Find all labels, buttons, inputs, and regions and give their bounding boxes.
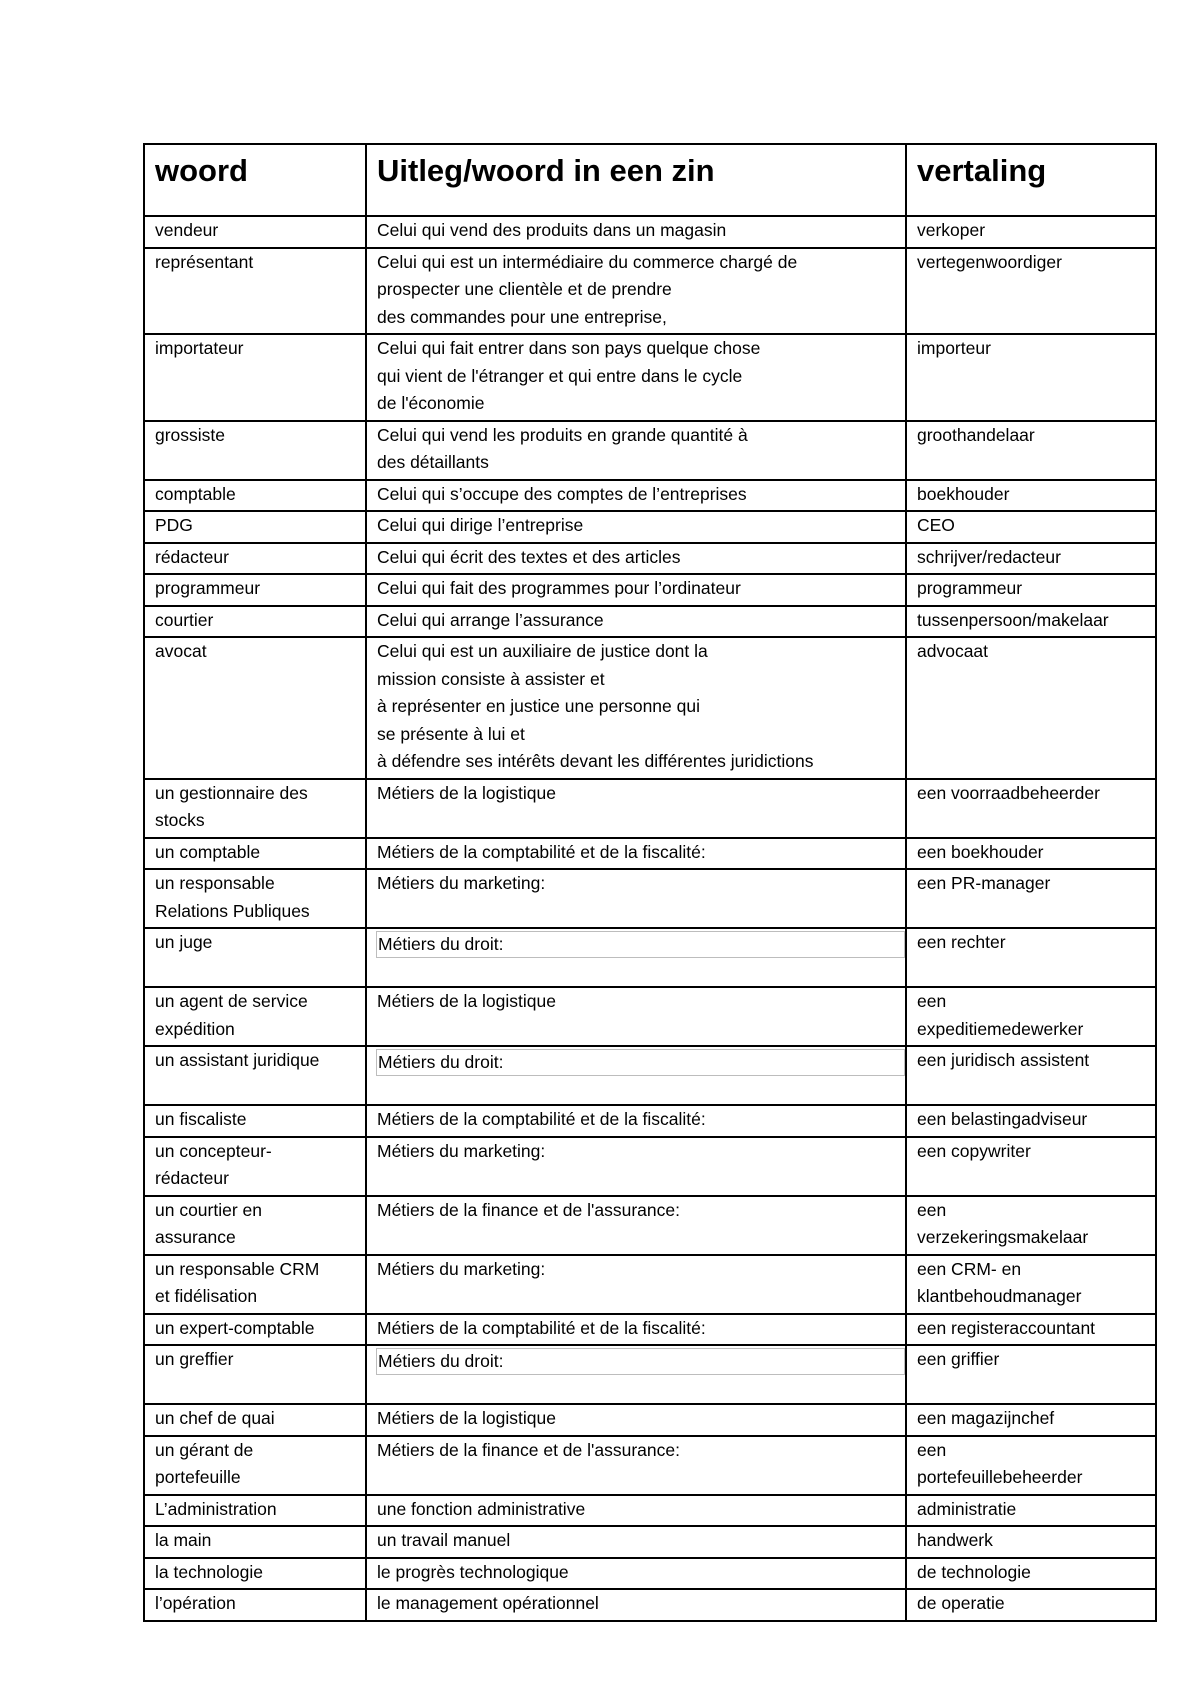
uitleg-text: Métiers du marketing:	[377, 1258, 546, 1279]
cell-woord	[144, 1495, 366, 1527]
table-row	[144, 480, 1156, 512]
table-row	[144, 1345, 1156, 1404]
table-row	[144, 1436, 1156, 1495]
uitleg-text: Métiers de la logistique	[377, 782, 556, 803]
cell-woord	[144, 1046, 366, 1105]
woord-text: L’administration	[155, 1498, 277, 1519]
cell-woord	[144, 1558, 366, 1590]
vertaling-text: een griffier	[917, 1349, 1000, 1369]
woord-text: la technologie	[155, 1561, 263, 1582]
woord-text: un responsable CRM et fidélisation	[155, 1258, 320, 1306]
vertaling-text: de technologie	[917, 1561, 1031, 1582]
woord-text: un agent de service expédition	[155, 991, 308, 1039]
cell-vertaling	[906, 574, 1156, 606]
vertaling-text: advocaat	[917, 641, 989, 661]
vertaling-text: een rechter	[917, 932, 1006, 952]
cell-uitleg	[366, 216, 906, 248]
cell-uitleg	[366, 1404, 906, 1436]
cell-uitleg	[366, 987, 906, 1046]
cell-vertaling	[906, 1589, 1156, 1621]
cell-vertaling	[906, 987, 1156, 1046]
table-row	[144, 1589, 1156, 1621]
vertaling-text: verkoper	[917, 220, 986, 240]
cell-woord	[144, 606, 366, 638]
vertaling-text: programmeur	[917, 578, 1023, 598]
cell-uitleg	[366, 543, 906, 575]
cell-vertaling	[906, 928, 1156, 987]
vertaling-text: handwerk	[917, 1530, 993, 1550]
cell-vertaling	[906, 606, 1156, 638]
table-row	[144, 838, 1156, 870]
cell-vertaling	[906, 216, 1156, 248]
table-row	[144, 1404, 1156, 1436]
woord-text: un expert-comptable	[155, 1317, 315, 1338]
vertaling-text: een belastingadviseur	[917, 1109, 1088, 1129]
cell-uitleg	[366, 637, 906, 779]
cell-vertaling	[906, 1196, 1156, 1255]
uitleg-text: Métiers de la comptabilité et de la fiscalité:	[377, 1109, 706, 1129]
woord-text: un gestionnaire des stocks	[155, 782, 308, 830]
vertaling-text: schrijver/redacteur	[917, 546, 1061, 567]
vertaling-text: een magazijnchef	[917, 1408, 1055, 1428]
cell-woord	[144, 869, 366, 928]
woord-text: un responsable Relations Publiques	[155, 873, 310, 921]
uitleg-text: Celui qui vend des produits dans un magasin	[377, 220, 727, 240]
cell-woord	[144, 1404, 366, 1436]
cell-woord	[144, 1314, 366, 1346]
uitleg-text: Métiers du droit:	[376, 1049, 905, 1076]
cell-vertaling	[906, 248, 1156, 335]
cell-uitleg	[366, 1255, 906, 1314]
cell-woord	[144, 1436, 366, 1495]
woord-text: rédacteur	[155, 546, 229, 567]
cell-uitleg	[366, 1558, 906, 1590]
vertaling-text: een voorraadbeheerder	[917, 782, 1100, 803]
woord-text: comptable	[155, 483, 236, 504]
cell-uitleg	[366, 1314, 906, 1346]
cell-woord	[144, 987, 366, 1046]
vertaling-text: een expeditiemedewerker	[917, 991, 1084, 1039]
vertaling-text: een boekhouder	[917, 841, 1044, 862]
cell-vertaling	[906, 779, 1156, 838]
cell-vertaling	[906, 1137, 1156, 1196]
uitleg-text: le progrès technologique	[377, 1561, 569, 1582]
cell-vertaling	[906, 1345, 1156, 1404]
cell-uitleg	[366, 1495, 906, 1527]
vertaling-text: een verzekeringsmakelaar	[917, 1199, 1089, 1247]
table-row	[144, 421, 1156, 480]
cell-vertaling	[906, 543, 1156, 575]
cell-vertaling	[906, 334, 1156, 421]
table-row	[144, 543, 1156, 575]
table-row	[144, 1105, 1156, 1137]
cell-vertaling	[906, 1255, 1156, 1314]
cell-uitleg	[366, 1436, 906, 1495]
woord-text: un concepteur- rédacteur	[155, 1140, 272, 1188]
uitleg-text: Métiers de la comptabilité et de la fiscalité:	[377, 1317, 706, 1338]
uitleg-text: Celui qui fait entrer dans son pays quelque chose qui vient de l'étranger et qui entre dans le cycle de l'économie	[377, 338, 761, 413]
cell-uitleg	[366, 779, 906, 838]
uitleg-text: Métiers de la logistique	[377, 1408, 556, 1428]
table-row	[144, 606, 1156, 638]
cell-vertaling	[906, 1314, 1156, 1346]
woord-text: un assistant juridique	[155, 1050, 320, 1070]
vertaling-text: een copywriter	[917, 1140, 1031, 1161]
woord-text: importateur	[155, 338, 244, 358]
woord-text: vendeur	[155, 220, 219, 240]
cell-woord	[144, 779, 366, 838]
woord-text: PDG	[155, 515, 193, 535]
woord-text: un comptable	[155, 841, 261, 862]
cell-uitleg	[366, 511, 906, 543]
table-row	[144, 779, 1156, 838]
cell-vertaling	[906, 869, 1156, 928]
cell-uitleg	[366, 334, 906, 421]
table-row	[144, 637, 1156, 779]
table-row	[144, 928, 1156, 987]
header-woord: woord	[144, 144, 366, 216]
uitleg-text: une fonction administrative	[377, 1498, 586, 1519]
cell-uitleg	[366, 1589, 906, 1621]
cell-woord	[144, 1137, 366, 1196]
uitleg-text: Métiers du droit:	[376, 931, 905, 958]
woord-text: un courtier en assurance	[155, 1199, 263, 1247]
cell-vertaling	[906, 1495, 1156, 1527]
cell-vertaling	[906, 1558, 1156, 1590]
vertaling-text: een PR-manager	[917, 873, 1051, 893]
table-header-row	[144, 144, 1156, 216]
table-row	[144, 1558, 1156, 1590]
cell-vertaling	[906, 1046, 1156, 1105]
cell-uitleg	[366, 1345, 906, 1404]
table-row	[144, 1314, 1156, 1346]
table-row	[144, 511, 1156, 543]
uitleg-text: Métiers de la finance et de l'assurance:	[377, 1199, 680, 1220]
uitleg-text: Métiers du marketing:	[377, 873, 546, 893]
cell-uitleg	[366, 1137, 906, 1196]
uitleg-text: Métiers du droit:	[376, 1348, 905, 1375]
cell-vertaling	[906, 421, 1156, 480]
vertaling-text: de operatie	[917, 1593, 1005, 1613]
table-row	[144, 869, 1156, 928]
cell-woord	[144, 334, 366, 421]
cell-woord	[144, 928, 366, 987]
cell-uitleg	[366, 838, 906, 870]
cell-vertaling	[906, 511, 1156, 543]
cell-vertaling	[906, 1105, 1156, 1137]
uitleg-text: Celui qui fait des programmes pour l’ordinateur	[377, 578, 741, 598]
woord-text: un juge	[155, 932, 213, 952]
cell-woord	[144, 480, 366, 512]
table-row	[144, 334, 1156, 421]
uitleg-text: Celui qui écrit des textes et des articles	[377, 546, 681, 567]
vertaling-text: een registeraccountant	[917, 1317, 1096, 1338]
uitleg-text: Celui qui dirige l’entreprise	[377, 515, 584, 535]
woord-text: un chef de quai	[155, 1408, 275, 1428]
woord-text: avocat	[155, 641, 207, 661]
woord-text: l’opération	[155, 1593, 236, 1613]
cell-uitleg	[366, 248, 906, 335]
cell-woord	[144, 216, 366, 248]
cell-woord	[144, 421, 366, 480]
vertaling-text: een portefeuillebeheerder	[917, 1439, 1083, 1487]
uitleg-text: Celui qui arrange l’assurance	[377, 609, 604, 630]
cell-uitleg	[366, 1046, 906, 1105]
cell-uitleg	[366, 1105, 906, 1137]
uitleg-text: Celui qui vend les produits en grande quantité à des détaillants	[377, 424, 748, 472]
cell-uitleg	[366, 606, 906, 638]
cell-vertaling	[906, 838, 1156, 870]
woord-text: la main	[155, 1530, 212, 1550]
table-row	[144, 1196, 1156, 1255]
cell-woord	[144, 543, 366, 575]
uitleg-text: un travail manuel	[377, 1530, 511, 1550]
table-row	[144, 248, 1156, 335]
woord-text: courtier	[155, 609, 214, 630]
vertaling-text: tussenpersoon/makelaar	[917, 609, 1109, 630]
vertaling-text: importeur	[917, 338, 991, 358]
cell-woord	[144, 1589, 366, 1621]
cell-uitleg	[366, 928, 906, 987]
table-row	[144, 1495, 1156, 1527]
cell-uitleg	[366, 480, 906, 512]
vertaling-text: een CRM- en klantbehoudmanager	[917, 1258, 1082, 1306]
cell-uitleg	[366, 1526, 906, 1558]
vertaling-text: administratie	[917, 1498, 1017, 1519]
cell-woord	[144, 637, 366, 779]
cell-woord	[144, 1526, 366, 1558]
vertaling-text: CEO	[917, 515, 955, 535]
vertaling-text: boekhouder	[917, 483, 1010, 504]
vertaling-text: vertegenwoordiger	[917, 251, 1062, 272]
cell-vertaling	[906, 1436, 1156, 1495]
cell-vertaling	[906, 1404, 1156, 1436]
table-row	[144, 1046, 1156, 1105]
cell-woord	[144, 1105, 366, 1137]
uitleg-text: Métiers de la logistique	[377, 991, 556, 1011]
table-row	[144, 574, 1156, 606]
cell-woord	[144, 1345, 366, 1404]
cell-vertaling	[906, 637, 1156, 779]
vertaling-text: een juridisch assistent	[917, 1050, 1090, 1070]
table-row	[144, 1137, 1156, 1196]
cell-woord	[144, 1255, 366, 1314]
uitleg-text: Celui qui est un intermédiaire du commerce chargé de prospecter une clientèle et de prendre des commandes pour une entreprise,	[377, 251, 798, 327]
cell-uitleg	[366, 1196, 906, 1255]
cell-vertaling	[906, 1526, 1156, 1558]
woord-text: un gérant de portefeuille	[155, 1439, 254, 1487]
uitleg-text: Celui qui est un auxiliaire de justice dont la mission consiste à assister et à représenter en justice une personne qui se présente à lui et à défendre ses intérêts devant les différentes juridictions	[377, 641, 814, 771]
uitleg-text: Celui qui s’occupe des comptes de l’entreprises	[377, 483, 747, 504]
table-row	[144, 216, 1156, 248]
header-vertaling: vertaling	[906, 144, 1156, 216]
uitleg-text: Métiers de la finance et de l'assurance:	[377, 1439, 680, 1460]
vertaling-text: groothandelaar	[917, 424, 1035, 445]
cell-woord	[144, 248, 366, 335]
woord-text: programmeur	[155, 578, 261, 598]
cell-woord	[144, 1196, 366, 1255]
table-row	[144, 1526, 1156, 1558]
uitleg-text: Métiers de la comptabilité et de la fiscalité:	[377, 841, 706, 862]
cell-uitleg	[366, 421, 906, 480]
cell-woord	[144, 838, 366, 870]
header-uitleg: Uitleg/woord in een zin	[366, 144, 906, 216]
table-body	[144, 216, 1156, 1621]
cell-uitleg	[366, 574, 906, 606]
cell-woord	[144, 574, 366, 606]
table-row	[144, 987, 1156, 1046]
woord-text: grossiste	[155, 424, 226, 445]
uitleg-text: Métiers du marketing:	[377, 1140, 546, 1161]
cell-vertaling	[906, 480, 1156, 512]
cell-woord	[144, 511, 366, 543]
woord-text: représentant	[155, 251, 254, 272]
table-row	[144, 1255, 1156, 1314]
cell-uitleg	[366, 869, 906, 928]
woord-text: un greffier	[155, 1349, 234, 1369]
woord-text: un fiscaliste	[155, 1109, 247, 1129]
vocabulary-table	[143, 143, 1157, 1622]
uitleg-text: le management opérationnel	[377, 1593, 599, 1613]
